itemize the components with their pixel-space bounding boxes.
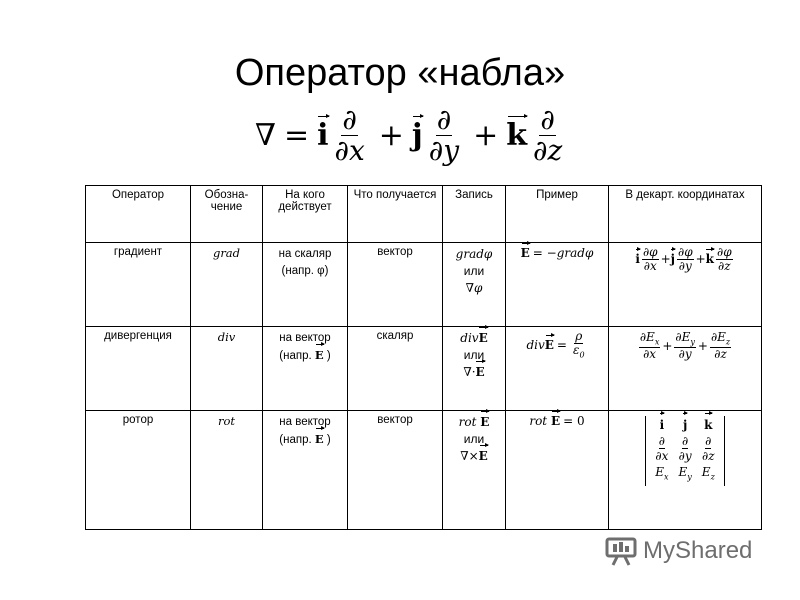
operator-notation: div [191, 327, 263, 411]
plus-sign: + [695, 252, 706, 267]
subscript: x [663, 472, 669, 482]
unit-vector-i: i [635, 252, 640, 267]
example-op: rot [529, 414, 548, 428]
vector-E: E [480, 415, 490, 429]
partial-symbol: ∂ [428, 133, 444, 167]
plus-sign: + [660, 252, 671, 267]
numerator [674, 331, 696, 348]
partial-x-fraction [334, 105, 366, 165]
determinant-column [702, 416, 715, 486]
partial-z: ∂z [702, 449, 715, 463]
operator-name: ротор [86, 411, 191, 530]
dEz-dz [710, 331, 731, 360]
acts-on-example [266, 347, 344, 365]
close-paren: ) [326, 350, 331, 362]
partial-numerator: ∂ [342, 103, 357, 137]
denominator: ∂y [678, 258, 692, 273]
partial-numerator: ∂ [436, 103, 452, 137]
vector-E: E [544, 337, 554, 352]
plus-sign: + [378, 117, 404, 153]
unit-vector-j: j [670, 252, 675, 267]
acts-on: на вектор [279, 416, 331, 428]
projector-icon [605, 536, 639, 566]
result-type: вектор [348, 243, 443, 327]
numerator [710, 331, 731, 348]
unit-vector-j: j [682, 418, 688, 432]
gradient-cartesian [635, 246, 734, 272]
record-cell [443, 327, 506, 411]
denominator: ∂z [718, 258, 731, 273]
subscript: y [687, 472, 692, 482]
record-or: или [463, 432, 485, 446]
partial-symbol: ∂ [682, 434, 689, 448]
partial-z-fraction [532, 105, 563, 165]
equals-sign: = [556, 337, 567, 352]
vector-E: E [314, 348, 324, 362]
unit-vector-j: j [411, 117, 423, 153]
example-formula [526, 330, 587, 359]
vector-E: E [478, 449, 488, 463]
numerator: ρ [575, 329, 583, 343]
subscript: x [654, 337, 660, 347]
coord-y: y [443, 133, 460, 167]
subscript: 0 [579, 349, 585, 359]
partial-symbol: ∂ [658, 434, 665, 448]
cartesian-cell [609, 243, 762, 327]
acts-on-example: (напр. φ) [281, 265, 329, 277]
partial-symbol: ∂ [705, 434, 712, 448]
denominator [572, 344, 586, 360]
subscript: z [725, 337, 731, 347]
table-header-row [86, 186, 762, 243]
dphi-dz [716, 246, 733, 272]
watermark-text: MyShared [643, 537, 753, 564]
example-formula [529, 414, 584, 428]
unit-vector-k: k [506, 117, 528, 153]
operator-notation: grad [191, 243, 263, 327]
coord-z: z [547, 133, 563, 167]
denominator: ∂x [643, 346, 657, 361]
subscript: z [710, 472, 715, 482]
record-or: или [463, 264, 485, 278]
curl-determinant [645, 416, 725, 486]
operators-table [85, 185, 762, 530]
example-cell [506, 327, 609, 411]
num-text: ∂E [675, 330, 691, 344]
record-form-1 [446, 414, 502, 431]
subscript: y [690, 337, 695, 347]
table-row [86, 327, 762, 411]
unit-vector-i: i [659, 418, 665, 432]
partial-symbol: ∂ [334, 133, 349, 167]
dEx-dx [639, 331, 660, 360]
vector-E: E [550, 414, 561, 428]
denominator: ∂y [678, 346, 692, 361]
dphi-dx [642, 246, 659, 272]
divergence-cartesian [637, 331, 733, 360]
example-formula [521, 246, 594, 260]
record-op: rot [458, 415, 477, 429]
numerator [639, 331, 660, 348]
epsilon: ε [572, 342, 580, 357]
table-row [86, 411, 762, 530]
component-Ex [655, 463, 668, 486]
partial-z-denominator [532, 133, 563, 167]
partial-x-denominator [334, 133, 366, 167]
example-prefix: (напр. [279, 350, 312, 362]
example-rhs: = −gradφ [532, 246, 594, 260]
plus-sign: + [473, 117, 499, 153]
record-cell [443, 243, 506, 327]
numerator: ∂φ [642, 245, 658, 259]
partial-y-fraction [428, 105, 460, 165]
coord-x: x [348, 133, 365, 167]
denominator: ∂z [714, 346, 727, 361]
partial-symbol: ∂ [533, 133, 548, 167]
acts-on-cell [263, 411, 348, 530]
acts-on-cell [263, 243, 348, 327]
example-prefix: (напр. [279, 434, 312, 446]
acts-on: на вектор [279, 332, 331, 344]
record-or: или [463, 348, 485, 362]
num-text: ∂E [710, 330, 726, 344]
operator-notation: rot [191, 411, 263, 530]
equals-sign: = [283, 117, 310, 153]
myshared-watermark [605, 536, 752, 566]
plus-sign: + [697, 338, 708, 353]
acts-on-cell [263, 327, 348, 411]
acts-on: на скаляр [278, 248, 332, 260]
cartesian-cell [609, 327, 762, 411]
component-Ez [702, 463, 715, 486]
unit-vector-k: k [704, 418, 713, 432]
nabla-definition [255, 98, 568, 172]
operator-name: градиент [86, 243, 191, 327]
numerator: ∂φ [677, 245, 693, 259]
determinant-column [655, 416, 668, 486]
component-letter: E [655, 465, 664, 479]
header-cell: Обозна-чение [191, 186, 263, 243]
partial-numerator: ∂ [540, 103, 555, 137]
record-form-2: ∇φ [465, 281, 483, 295]
dphi-dy [677, 246, 694, 272]
unit-vector-k: k [705, 252, 714, 267]
record-form-2 [446, 364, 502, 381]
partial-x: ∂x [655, 449, 669, 463]
rho-over-eps [572, 330, 586, 359]
header-cell: Оператор [86, 186, 191, 243]
denominator: ∂x [643, 258, 657, 273]
result-type: скаляр [348, 327, 443, 411]
component-letter: E [678, 465, 688, 479]
record-op: ∇· [463, 365, 476, 379]
component-Ey [679, 463, 692, 486]
partial-y-denominator [428, 133, 460, 167]
record-op: div [460, 331, 479, 345]
num-text: ∂E [639, 330, 655, 344]
plus-sign: + [662, 338, 673, 353]
cartesian-cell [609, 411, 762, 530]
vector-E: E [478, 331, 488, 345]
result-type: вектор [348, 411, 443, 530]
header-cell: Запись [443, 186, 506, 243]
acts-on-example [266, 431, 344, 449]
example-cell [506, 411, 609, 530]
example-op: div [526, 337, 545, 352]
component-letter: E [701, 465, 711, 479]
dEy-dy [674, 331, 696, 360]
header-cell: Что получается [348, 186, 443, 243]
header-cell: В декарт. координатах [609, 186, 762, 243]
example-cell [506, 243, 609, 327]
record-form-1 [446, 330, 502, 347]
record-form-2 [446, 448, 502, 465]
operator-name: дивергенция [86, 327, 191, 411]
determinant-column [679, 416, 692, 486]
partial-y: ∂y [678, 449, 692, 463]
record-cell [443, 411, 506, 530]
header-cell: На кого действует [263, 186, 348, 243]
vector-E: E [520, 246, 530, 260]
table-row [86, 243, 762, 327]
header-cell: Пример [506, 186, 609, 243]
close-paren: ) [326, 434, 331, 446]
record-op: ∇× [460, 449, 479, 463]
vector-E: E [475, 365, 485, 379]
example-rhs: = 0 [563, 414, 585, 428]
numerator: ∂φ [716, 245, 732, 259]
unit-vector-i: i [317, 117, 329, 153]
nabla-symbol: ∇ [255, 117, 276, 153]
record-form-1: gradφ [455, 247, 493, 261]
vector-E: E [314, 432, 324, 446]
page-title: Оператор «набла» [234, 52, 566, 94]
